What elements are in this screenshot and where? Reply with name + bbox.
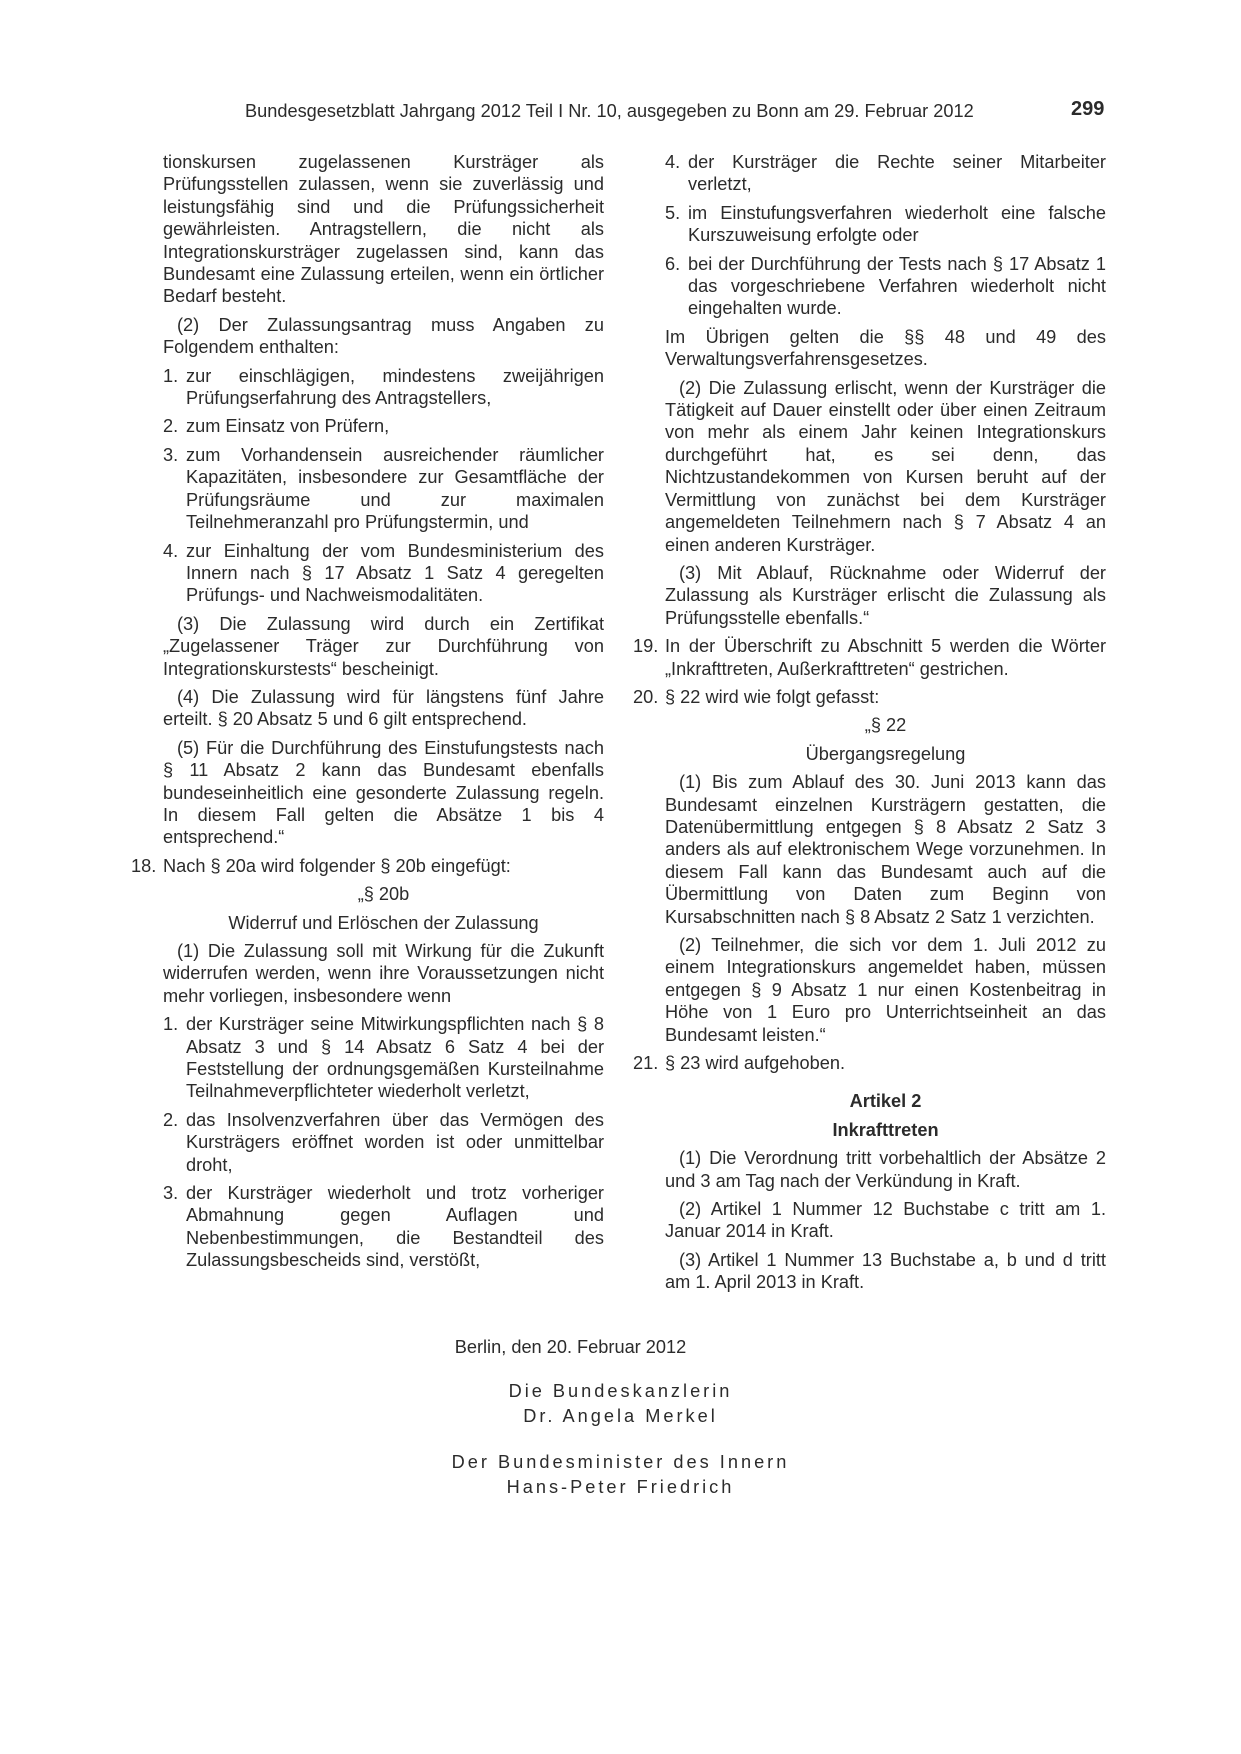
- amendment-text: Nach § 20a wird folgender § 20b eingefügt:: [163, 855, 511, 876]
- left-column: [131, 151, 604, 1278]
- list-number: 1.: [163, 365, 179, 386]
- list-number: 3.: [163, 1183, 179, 1204]
- list-item: [163, 444, 604, 534]
- list-text: zum Vorhandensein ausreichender räumlicher Kapazitäten, insbesondere zur Gesamtfläche der Prüfungsräume und zur maximalen Teilnehmeranzahl pro Prüfungstermin, und: [186, 444, 604, 533]
- paragraph: (4) Die Zulassung wird für längstens fünf Jahre erteilt. § 20 Absatz 5 und 6 gilt entsprechend.: [163, 686, 604, 730]
- list-text: im Einstufungsverfahren wiederholt eine falsche Kurszuweisung erfolgte oder: [688, 202, 1106, 246]
- list-text: zur einschlägigen, mindestens zweijährigen Prüfungserfahrung des Antragstellers,: [186, 365, 604, 409]
- section-number: „§ 22: [864, 715, 907, 736]
- list-item: [163, 415, 604, 437]
- amendment-text: § 23 wird aufgehoben.: [665, 1053, 845, 1074]
- list-number: 2.: [163, 416, 179, 437]
- list-item: [163, 365, 604, 410]
- list-text: zur Einhaltung der vom Bundesministerium des Innern nach § 17 Absatz 1 Satz 4 geregelten Prüfungs- und Nachweismodalitäten.: [186, 540, 604, 606]
- signatory-name: Dr. Angela Merkel: [523, 1406, 718, 1426]
- list-number: 3.: [163, 444, 179, 465]
- list-text: der Kursträger wiederholt und trotz vorheriger Abmahnung gegen Auflagen und Nebenbestimmungen, die Bestandteil des Zulassungsbescheids sind, verstößt,: [186, 1183, 604, 1271]
- right-column: [633, 151, 1106, 1300]
- paragraph: (2) Die Zulassung erlischt, wenn der Kursträger die Tätigkeit auf Dauer einstellt oder über einen Zeitraum von mehr als einem Jahr keinen Integrationskurs durchgeführt hat, es sei denn, das Nichtzustandekommen von Kursen beruht auf der Vermittlung von zunächst bei dem Kursträger angemeldeten Teilnehmern nach § 7 Absatz 4 an einen anderen Kursträger.: [665, 377, 1106, 555]
- amendment-item: [131, 855, 604, 877]
- list-text: das Insolvenzverfahren über das Vermögen des Kursträgers eröffnet worden ist oder unmittelbar droht,: [186, 1109, 604, 1175]
- paragraph: tionskursen zugelassenen Kursträger als Prüfungsstellen zulassen, wenn sie zuverlässig und leistungsfähig sind und die Prüfungssicherheit gewährleisten. Antragstellern, die nicht als Integrationskursträger zugelassen sind, kann das Bundesamt eine Zulassung erteilen, wenn ein örtlicher Bedarf besteht.: [163, 152, 604, 307]
- list-number: 5.: [665, 202, 681, 223]
- list-item: [163, 1182, 604, 1272]
- amendment-item: [633, 686, 1106, 708]
- signatory-name: Hans-Peter Friedrich: [506, 1477, 735, 1497]
- paragraph: (3) Die Zulassung wird durch ein Zertifikat „Zugelassener Träger zur Durchführung von Integrationskurstests“ bescheinigt.: [163, 613, 604, 679]
- paragraph: Im Übrigen gelten die §§ 48 und 49 des Verwaltungsverfahrensgesetzes.: [665, 326, 1106, 370]
- article-heading: Artikel 2: [849, 1091, 922, 1112]
- paragraph: (2) Teilnehmer, die sich vor dem 1. Juli 2012 zu einem Integrationskurs angemeldet haben, müssen entgegen § 9 Absatz 1 nur einen Kostenbeitrag in Höhe von 1 Euro pro Unterrichtseinheit an das Bundesamt leisten.“: [665, 935, 1106, 1045]
- list-number: 2.: [163, 1109, 179, 1130]
- section-title: Widerruf und Erlöschen der Zulassung: [228, 912, 539, 933]
- list-item: [665, 253, 1106, 320]
- list-item: [163, 1013, 604, 1103]
- list-item: [665, 151, 1106, 196]
- list-text: zum Einsatz von Prüfern,: [186, 416, 390, 437]
- paragraph: (3) Mit Ablauf, Rücknahme oder Widerruf der Zulassung als Kursträger erlischt die Zulassung als Prüfungsstelle ebenfalls.“: [665, 562, 1106, 628]
- page-number: 299: [1071, 98, 1105, 120]
- place-date: Berlin, den 20. Februar 2012: [454, 1337, 687, 1357]
- signatory-role: Die Bundeskanzlerin: [508, 1381, 733, 1401]
- running-header: Bundesgesetzblatt Jahrgang 2012 Teil I Nr. 10, ausgegeben zu Bonn am 29. Februar 2012: [245, 101, 974, 121]
- signatory-role: Der Bundesminister des Innern: [451, 1452, 790, 1472]
- paragraph: (1) Die Zulassung soll mit Wirkung für die Zukunft widerrufen werden, wenn ihre Voraussetzungen nicht mehr vorliegen, insbesondere wenn: [163, 941, 604, 1006]
- list-item: [163, 540, 604, 607]
- list-number: 1.: [163, 1014, 179, 1035]
- amendment-number: 20.: [633, 686, 659, 707]
- list-text: bei der Durchführung der Tests nach § 17 Absatz 1 das vorgeschriebene Verfahren wiederholt nicht eingehalten wurde.: [688, 253, 1106, 319]
- amendment-number: 18.: [131, 855, 157, 876]
- list-text: der Kursträger seine Mitwirkungspflichten nach § 8 Absatz 3 und § 14 Absatz 6 Satz 4 bei der Feststellung der ordnungsgemäßen Kursteilnahme Teilnahmeverpflichteter wiederholt verletzt,: [186, 1014, 604, 1102]
- paragraph: (2) Der Zulassungsantrag muss Angaben zu Folgendem enthalten:: [163, 314, 604, 358]
- paragraph: (5) Für die Durchführung des Einstufungstests nach § 11 Absatz 2 kann das Bundesamt ebenfalls bundeseinheitlich eine gesonderte Zulassung regeln. In diesem Fall gelten die Absätze 1 bis 4 entsprechend.“: [163, 737, 604, 848]
- list-number: 4.: [665, 152, 681, 172]
- list-item: [163, 1109, 604, 1176]
- amendment-text: In der Überschrift zu Abschnitt 5 werden die Wörter „Inkrafttreten, Außerkrafttreten“ gestrichen.: [665, 636, 1106, 679]
- section-number: „§ 20b: [357, 884, 410, 905]
- amendment-number: 19.: [633, 636, 659, 657]
- amendment-item: [633, 635, 1106, 680]
- article-title: Inkrafttreten: [832, 1119, 939, 1140]
- list-number: 4.: [163, 540, 179, 561]
- paragraph: (1) Die Verordnung tritt vorbehaltlich der Absätze 2 und 3 am Tag nach der Verkündung in Kraft.: [665, 1148, 1106, 1191]
- list-number: 6.: [665, 253, 681, 274]
- amendment-item: [633, 1052, 1106, 1074]
- list-text: der Kursträger die Rechte seiner Mitarbeiter verletzt,: [688, 152, 1106, 195]
- amendment-text: § 22 wird wie folgt gefasst:: [665, 686, 880, 707]
- list-item: [665, 202, 1106, 247]
- paragraph: (3) Artikel 1 Nummer 13 Buchstabe a, b und d tritt am 1. April 2013 in Kraft.: [665, 1249, 1106, 1293]
- paragraph: (2) Artikel 1 Nummer 12 Buchstabe c tritt am 1. Januar 2014 in Kraft.: [665, 1199, 1106, 1242]
- amendment-number: 21.: [633, 1053, 659, 1074]
- section-title: Übergangsregelung: [805, 743, 966, 764]
- paragraph: (1) Bis zum Ablauf des 30. Juni 2013 kann das Bundesamt einzelnen Kursträgern gestatten, die Datenübermittlung entgegen § 8 Absatz 2 Satz 3 anders als auf elektronischem Wege vorzunehmen. In diesem Fall kann das Bundesamt auch auf die Übermittlung von Daten zum Beginn von Kursabschnitten nach § 8 Absatz 2 Satz 1 verzichten.: [665, 772, 1106, 927]
